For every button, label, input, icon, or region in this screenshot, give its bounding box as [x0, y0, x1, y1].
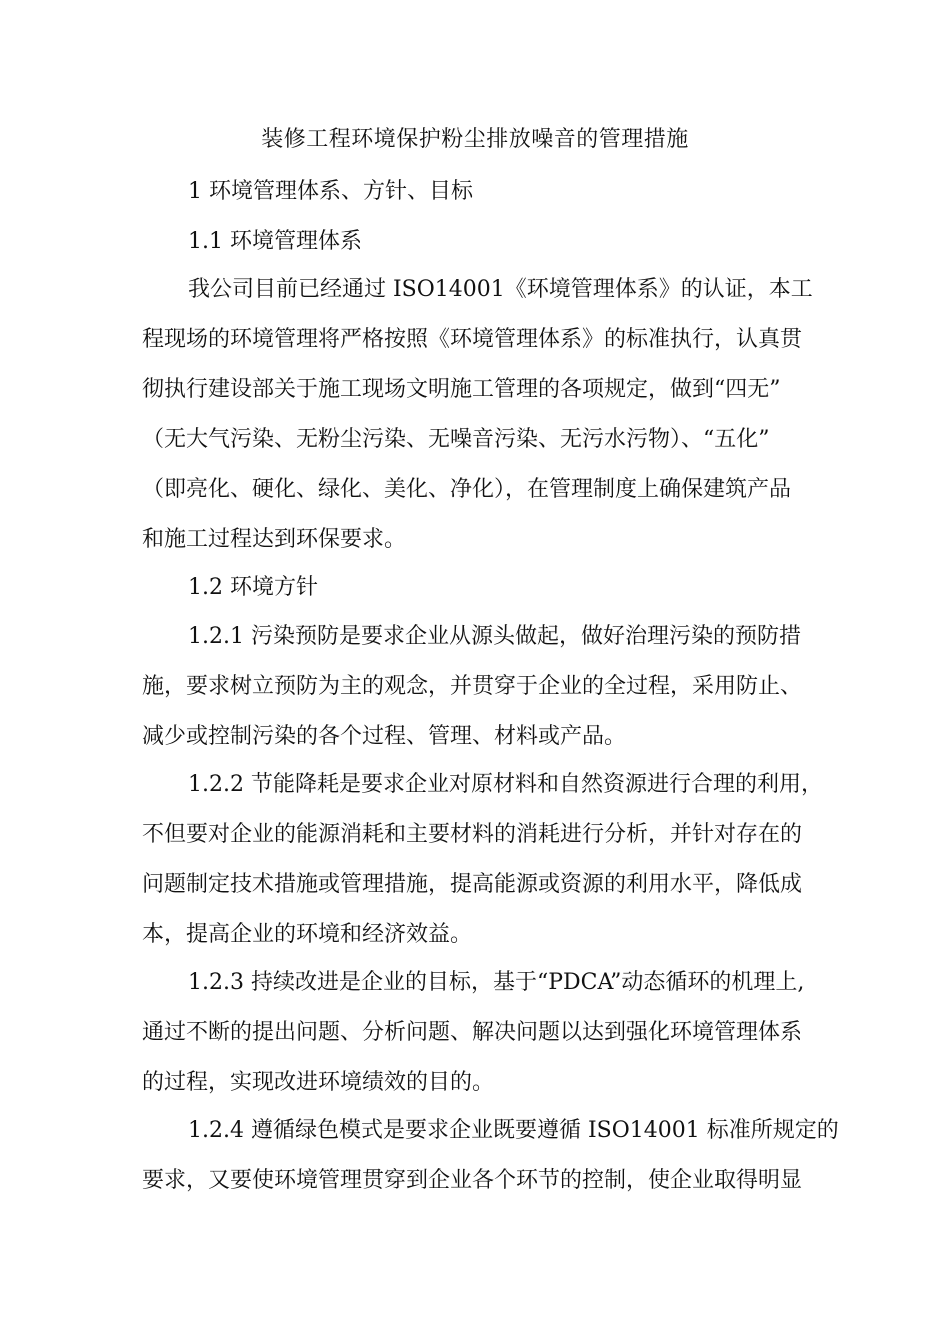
text-line: 的过程，实现改进环境绩效的目的。 [142, 1070, 495, 1095]
text-line: （无大气污染、无粉尘污染、无噪音污染、无污水污物）、“五化” [142, 427, 770, 452]
text-line: 1.2.4 遵循绿色模式是要求企业既要遵循 ISO14001 标准所规定的 [188, 1118, 839, 1143]
text-line: 问题制定技术措施或管理措施，提高能源或资源的利用水平，降低成 [142, 872, 803, 897]
section-heading-1-1: 1.1 环境管理体系 [188, 229, 362, 254]
section-heading-1-2: 1.2 环境方针 [188, 575, 318, 600]
paragraph-1-1 [142, 265, 822, 565]
text-line: 施，要求树立预防为主的观念，并贯穿于企业的全过程，采用防止、 [142, 674, 803, 699]
text-line: （即亮化、硬化、绿化、美化、净化），在管理制度上确保建筑产品 [142, 477, 792, 502]
text-line: 要求，又要使环境管理贯穿到企业各个环节的控制，使企业取得明显 [142, 1168, 803, 1193]
text-line: 程现场的环境管理将严格按照《环境管理体系》的标准执行，认真贯 [142, 327, 803, 352]
text-line: 我公司目前已经通过 ISO14001《环境管理体系》的认证，本工 [188, 277, 813, 302]
paragraph-1-2-1 [142, 612, 822, 762]
text-line: 通过不断的提出问题、分析问题、解决问题以达到强化环境管理体系 [142, 1020, 803, 1045]
text-line: 1.2.3 持续改进是企业的目标，基于“PDCA”动态循环的机理上, [188, 970, 805, 995]
text-line: 1.2.2 节能降耗是要求企业对原材料和自然资源进行合理的利用， [188, 772, 823, 797]
section-heading-1: 1 环境管理体系、方针、目标 [188, 179, 473, 204]
paragraph-1-2-4 [142, 1106, 839, 1206]
text-line: 不但要对企业的能源消耗和主要材料的消耗进行分析，并针对存在的 [142, 822, 803, 847]
text-line: 和施工过程达到环保要求。 [142, 527, 407, 552]
paragraph-1-2-2 [142, 760, 822, 960]
text-line: 1.2.1 污染预防是要求企业从源头做起，做好治理污染的预防措 [188, 624, 801, 649]
paragraph-1-2-3 [142, 958, 822, 1108]
text-line: 彻执行建设部关于施工现场文明施工管理的各项规定，做到“四无” [142, 377, 781, 402]
document-title: 装修工程环境保护粉尘排放噪音的管理措施 [261, 127, 689, 152]
text-line: 本，提高企业的环境和经济效益。 [142, 922, 473, 947]
text-line: 减少或控制污染的各个过程、管理、材料或产品。 [142, 724, 627, 749]
